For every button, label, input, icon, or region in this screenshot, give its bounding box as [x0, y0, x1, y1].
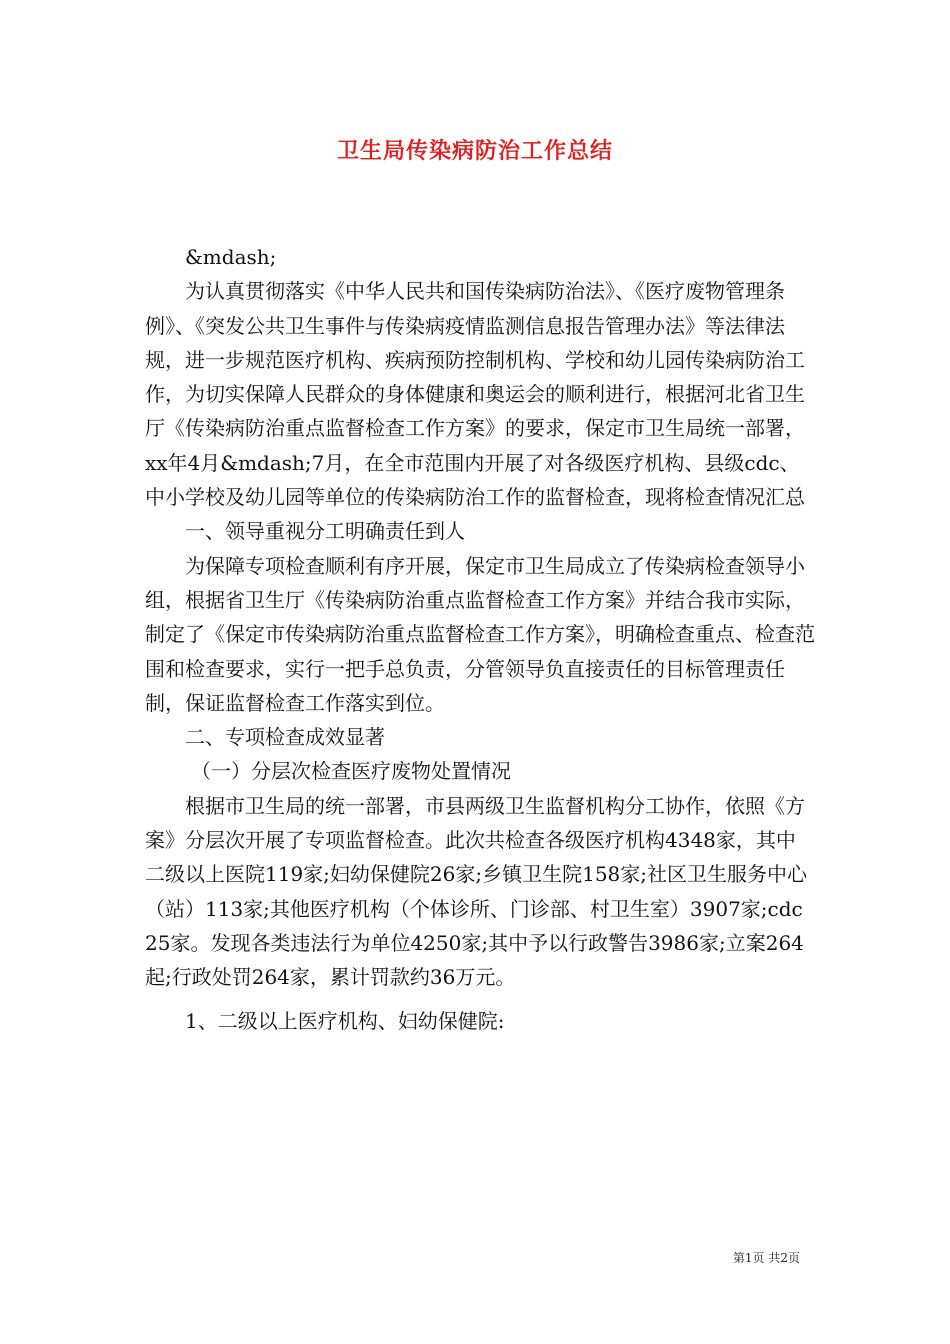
paragraph: 为认真贯彻落实《中华人民共和国传染病防治法》、《医疗废物管理条例》、《突发公共卫生事件与传染病疫情监测信息报告管理办法》等法律法规，进一步规范医疗机构、疾病预防控制机构、学校和幼儿园传染病防治工作，为切实保障人民群众的身体健康和奥运会的顺利进行，根据河北省卫生厅《传染病防治重点监督检查工作方案》的要求，保定市卫生局统一部署，xx年4月&mdash;7月，在全市范围内开展了对各级医疗机构、县级cdc、中小学校及幼儿园等单位的传染病防治工作的监督检查，现将检查情况汇总 — [145, 279, 805, 510]
list-item-heading: 1、二级以上医疗机构、妇幼保健院: — [185, 1008, 505, 1033]
section-heading: 二、专项检查成效显著 — [185, 725, 385, 750]
subsection-heading: （一）分层次检查医疗废物处置情况 — [191, 759, 511, 784]
page-number: 第1页 共2页 — [732, 1251, 800, 1265]
section-heading: 一、领导重视分工明确责任到人 — [185, 519, 465, 544]
document-body — [145, 240, 815, 1038]
paragraph: 根据市卫生局的统一部署，市县两级卫生监督机构分工协作，依照《方案》分层次开展了专项监督检查。此次共检查各级医疗机构4348家，其中二级以上医院119家;妇幼保健院26家;乡镇卫生院158家;社区卫生服务中心（站）113家;其他医疗机构（个体诊所、门诊部、村卫生室）3907家;cdc25家。发现各类违法行为单位4250家;其中予以行政警告3986家;立案264起;行政处罚264家，累计罚款约36万元。 — [145, 793, 808, 990]
paragraph: 为保障专项检查顺利有序开展，保定市卫生局成立了传染病检查领导小组，根据省卫生厅《传染病防治重点监督检查工作方案》并结合我市实际，制定了《保定市传染病防治重点监督检查工作方案》，明确检查重点、检查范围和检查要求，实行一把手总负责，分管领导负直接责任的目标管理责任制，保证监督检查工作落实到位。 — [145, 553, 815, 715]
paragraph: &mdash; — [185, 245, 277, 269]
document-title: 卫生局传染病防治工作总结 — [336, 138, 613, 164]
